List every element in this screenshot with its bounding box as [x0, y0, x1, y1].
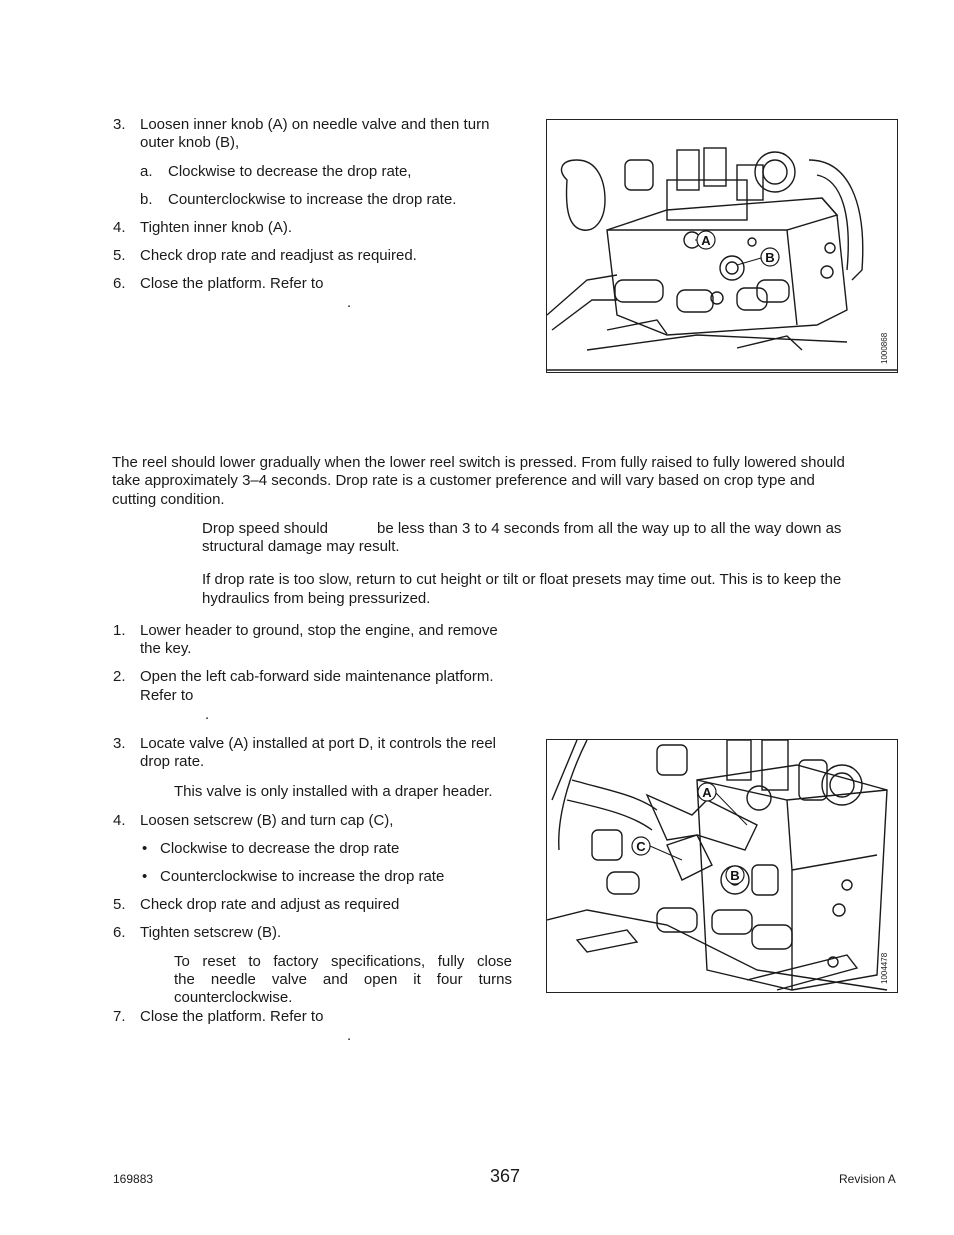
- step-number: 1.: [113, 622, 126, 639]
- figure-id: 1004478: [880, 952, 889, 984]
- step-text: Lower header to ground, stop the engine, and remove: [140, 622, 498, 639]
- drop-valve-illustration: [547, 740, 897, 992]
- bullet-text: Counterclockwise to increase the drop rate: [160, 868, 445, 885]
- step-number: 2.: [113, 668, 126, 685]
- valve-note: This valve is only installed with a draper header.: [174, 783, 493, 800]
- step-text: Close the platform. Refer to: [140, 1008, 324, 1025]
- step-text: Check drop rate and readjust as required.: [140, 247, 417, 264]
- step-text: .: [205, 706, 210, 723]
- reset-note: [174, 953, 512, 1007]
- step-text: Tighten setscrew (B).: [140, 924, 282, 941]
- substep-letter: b.: [140, 191, 153, 208]
- caution-text: Drop speed should: [202, 520, 328, 537]
- substep-text: Counterclockwise to increase the drop rate.: [168, 191, 457, 208]
- step-number: 4.: [113, 219, 126, 236]
- caution-text: structural damage may result.: [202, 538, 400, 555]
- svg-text:A: A: [702, 785, 712, 800]
- step-number: 5.: [113, 896, 126, 913]
- callout-c: [632, 837, 682, 860]
- callout-b: [737, 248, 779, 266]
- step-text: Locate valve (A) installed at port D, it controls the reel: [140, 735, 497, 752]
- step-number: 6.: [113, 275, 126, 292]
- valve-block-illustration: [547, 120, 897, 372]
- reset-note-line: To reset to factory specifications, fully close: [174, 953, 512, 970]
- intro-text: The reel should lower gradually when the lower reel switch is pressed. From fully raised to fully lowered should: [112, 454, 845, 471]
- bullet: •: [142, 840, 148, 857]
- svg-text:B: B: [730, 868, 740, 883]
- step-number: 7.: [113, 1008, 126, 1025]
- bullet-text: Clockwise to decrease the drop rate: [160, 840, 400, 857]
- svg-text:B: B: [765, 250, 775, 265]
- note-text: hydraulics from being pressurized.: [202, 590, 431, 607]
- page-number: 367: [490, 1166, 521, 1186]
- reset-note-line: counterclockwise.: [174, 989, 293, 1006]
- step-number: 3.: [113, 735, 126, 752]
- step-number: 3.: [113, 116, 126, 133]
- step-text: Loosen setscrew (B) and turn cap (C),: [140, 812, 394, 829]
- substep-letter: a.: [140, 163, 153, 180]
- svg-text:C: C: [636, 839, 646, 854]
- bullet: •: [142, 868, 148, 885]
- document-number: 169883: [113, 1172, 154, 1186]
- step-text: Check drop rate and adjust as required: [140, 896, 400, 913]
- caution-text: be less than 3 to 4 seconds from all the way up to all the way down as: [377, 520, 842, 537]
- step-text: drop rate.: [140, 753, 205, 770]
- callout-b: [726, 866, 744, 884]
- step-text: Loosen inner knob (A) on needle valve and then turn: [140, 116, 490, 133]
- intro-text: cutting condition.: [112, 491, 225, 508]
- step-text: outer knob (B),: [140, 134, 240, 151]
- needle-valve-figure: [546, 119, 898, 373]
- drop-rate-valve-figure: [546, 739, 898, 993]
- callout-a: [695, 231, 715, 249]
- step-text: Open the left cab-forward side maintenance platform.: [140, 668, 494, 685]
- step-text: Close the platform. Refer to: [140, 275, 324, 292]
- step-number: 5.: [113, 247, 126, 264]
- figure-id: 1000868: [880, 332, 889, 364]
- step-text: .: [347, 294, 352, 311]
- step-text: the key.: [140, 640, 192, 657]
- svg-text:A: A: [701, 233, 711, 248]
- step-text: Refer to: [140, 687, 194, 704]
- step-number: 6.: [113, 924, 126, 941]
- step-number: 4.: [113, 812, 126, 829]
- substep-text: Clockwise to decrease the drop rate,: [168, 163, 412, 180]
- revision-label: Revision A: [839, 1172, 896, 1186]
- step-text: Tighten inner knob (A).: [140, 219, 293, 236]
- step-text: .: [347, 1027, 352, 1044]
- reset-note-line: the needle valve and open it four turns: [174, 971, 512, 988]
- note-text: If drop rate is too slow, return to cut height or tilt or float presets may time out. This is to keep the: [202, 571, 842, 588]
- intro-text: take approximately 3–4 seconds. Drop rate is a customer preference and will vary based on crop type and: [112, 472, 815, 489]
